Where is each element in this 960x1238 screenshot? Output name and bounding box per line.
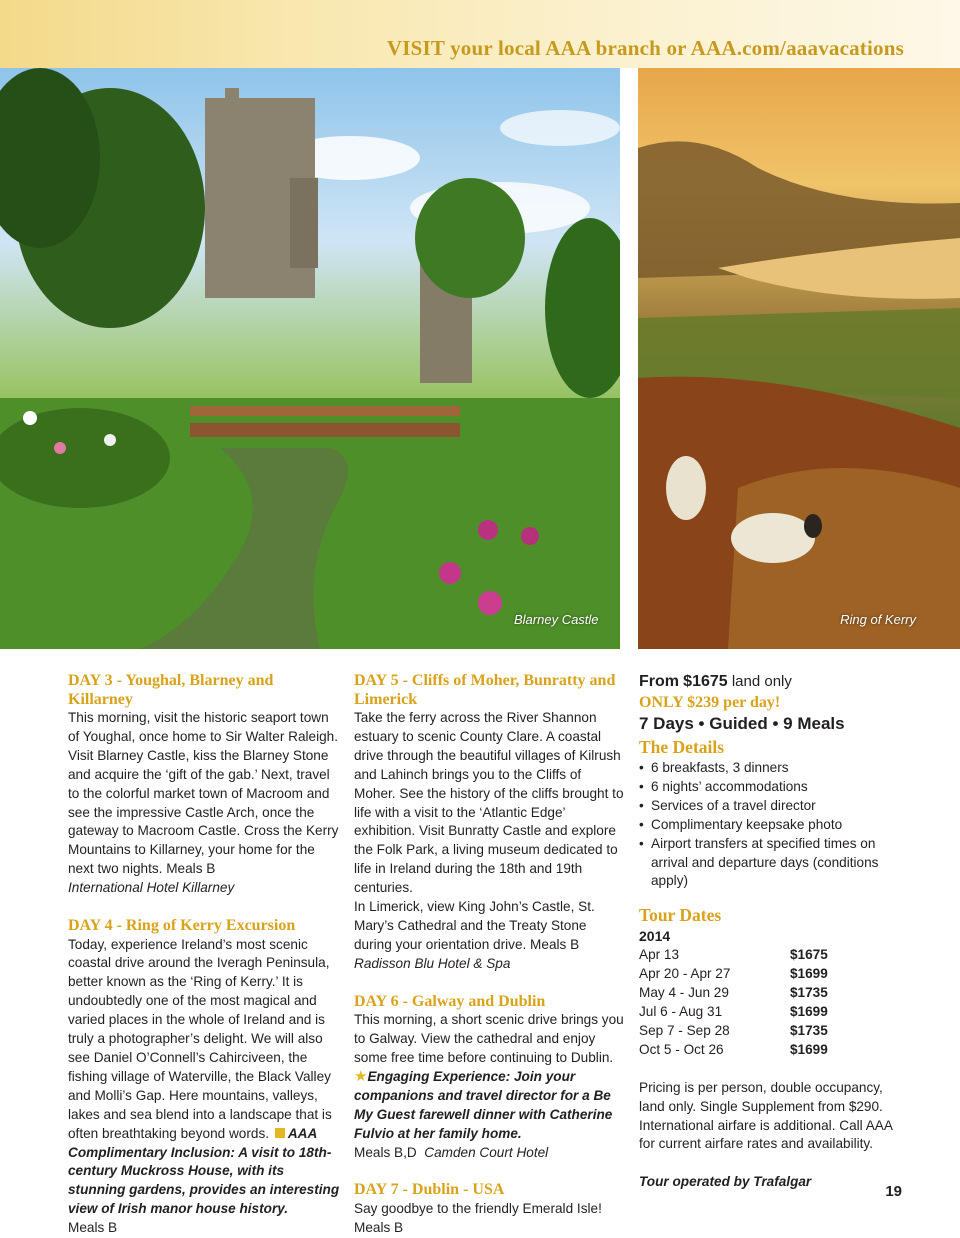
day-3-body: This morning, visit the historic seaport town of Youghal, once home to Sir Walter Raleigh. Visit Blarney Castle, kiss the Blarney Stone and acquire the ‘gift of the gab.’ Next, travel to the colorful market town of Macroom and see the impressive Castle Arch, once the gateway to Macroom Castle. Cross the Kerry Mountains to Killarney, your home for the next two nights. Meals B	[68, 710, 339, 877]
tour-dates-heading: Tour Dates	[639, 905, 722, 926]
day-6-highlight: Engaging Experience: Join your companions and travel director for a Be My Guest farewell dinner with Catherine Fulvio at her family home.	[354, 1068, 613, 1141]
star-icon: ★	[354, 1067, 368, 1085]
tour-date: Sep 7 - Sep 28	[639, 1022, 730, 1038]
details-heading: The Details	[639, 737, 725, 757]
blarney-castle-illustration	[0, 68, 620, 649]
day-4-text	[68, 936, 340, 1220]
blarney-castle-caption: Blarney Castle	[514, 612, 599, 627]
day-5-hotel: Radisson Blu Hotel & Spa	[354, 955, 511, 971]
day-5-body: Take the ferry across the River Shannon estuary to scenic County Clare. A coastal drive through the beautiful villages of Kilrush and Lahinch brings you to the Cliffs of Moher. See the history of the cliffs brought to life with a visit to the ‘Atlantic Edge’ exhibition. Visit Bunratty Castle and explore the Folk Park, a living museum dedicated to life in Ireland during the 18th and 19th centuries.	[354, 710, 624, 896]
tour-date: Oct 5 - Oct 26	[639, 1041, 724, 1057]
day-6-heading: DAY 6 - Galway and Dublin	[354, 992, 546, 1010]
from-price-line	[639, 672, 901, 692]
from-label: From	[639, 673, 679, 690]
day-4-meals: Meals B	[68, 1220, 118, 1236]
tour-date: Apr 13	[639, 947, 680, 963]
day-5-heading: DAY 5 - Cliffs of Moher, Bunratty and Limerick	[354, 672, 616, 708]
day-6-hotel: Camden Court Hotel	[424, 1144, 549, 1160]
per-day-price: ONLY $239 per day!	[639, 694, 781, 711]
tour-date-row	[639, 984, 901, 1003]
tour-price: $1699	[790, 1041, 828, 1057]
tour-price: $1699	[790, 966, 828, 982]
tour-year: 2014	[639, 928, 671, 945]
tour-date-row	[639, 1022, 901, 1041]
details-item: • Services of a travel director	[639, 797, 901, 816]
trip-summary: 7 Days • Guided • 9 Meals	[639, 714, 845, 733]
tour-operator: Tour operated by Trafalgar	[639, 1174, 812, 1190]
tour-date-row	[639, 1041, 901, 1060]
day-4-body: Today, experience Ireland’s most scenic coastal drive around the Iveragh Peninsula, better known as the ‘Ring of Kerry.’ It is undoubtedly one of the most magical and varied places in the whole of Ireland and is truly a photographer’s delight. We will also see Daniel O’Connell’s Cahirciveen, the fishing village of Waterville, the Black Valley and Molli’s Gap. Here mountains, valleys, lakes and sea blend into a landscape that is often breathtaking beyond words.	[68, 936, 332, 1141]
tour-date-row	[639, 946, 901, 965]
tour-date: Apr 20 - Apr 27	[639, 966, 731, 982]
tour-price: $1699	[790, 1003, 828, 1019]
day-4-highlight: AAA Complimentary Inclusion: A visit to 18th-century Muckross House, with its stunning gardens, provides an interesting view of Irish manor house history.	[68, 1125, 340, 1217]
day-5-body-2: In Limerick, view King John’s Castle, St. Mary’s Cathedral and the Treaty Stone during your orientation drive. Meals B	[354, 899, 595, 952]
tour-price: $1735	[790, 1022, 828, 1038]
details-item: • Airport transfers at specified times on arrival and departure days (conditions apply)	[639, 835, 901, 892]
day-6-body: This morning, a short scenic drive brings you to Galway. View the cathedral and enjoy some free time before continuing to Dublin.	[354, 1012, 624, 1065]
page-number: 19	[885, 1183, 902, 1200]
tour-price: $1735	[790, 985, 828, 1001]
from-suffix: land only	[731, 673, 792, 690]
day-3-heading: DAY 3 - Youghal, Blarney and Killarney	[68, 672, 274, 708]
banner-text: VISIT your local AAA branch or AAA.com/aaavacations	[386, 36, 904, 60]
details-item: • 6 breakfasts, 3 dinners	[639, 759, 901, 778]
blarney-castle-photo	[0, 68, 620, 649]
details-item: • Complimentary keepsake photo	[639, 816, 901, 835]
itinerary-column-2	[354, 672, 624, 1238]
ring-of-kerry-illustration	[638, 68, 960, 649]
details-list	[639, 759, 901, 891]
tour-date: May 4 - Jun 29	[639, 985, 729, 1001]
aaa-square-icon	[275, 1128, 285, 1138]
day-3-hotel: International Hotel Killarney	[68, 880, 235, 896]
top-banner	[0, 0, 960, 68]
tour-date-row	[639, 1003, 901, 1022]
pricing-column	[639, 672, 901, 1192]
itinerary-column-1	[68, 672, 340, 1238]
tour-date-row	[639, 965, 901, 984]
tour-date: Jul 6 - Aug 31	[639, 1003, 723, 1019]
day-7-body: Say goodbye to the friendly Emerald Isle! Meals B	[354, 1200, 602, 1235]
day-6-meals-line	[354, 1144, 624, 1163]
pricing-note: Pricing is per person, double occupancy, land only. Single Supplement from $290. International airfare is additional. Call AAA for current airfare rates and availability.	[639, 1079, 893, 1152]
day-7-heading: DAY 7 - Dublin - USA	[354, 1181, 505, 1199]
ring-of-kerry-photo	[638, 68, 960, 649]
from-price: $1675	[683, 673, 728, 690]
tour-price: $1675	[790, 947, 828, 963]
details-item: • 6 nights’ accommodations	[639, 778, 901, 797]
day-6-meals: Meals B,D	[354, 1144, 417, 1160]
day-4-heading: DAY 4 - Ring of Kerry Excursion	[68, 917, 296, 935]
ring-of-kerry-caption: Ring of Kerry	[840, 612, 916, 627]
day-6-text	[354, 1011, 624, 1143]
